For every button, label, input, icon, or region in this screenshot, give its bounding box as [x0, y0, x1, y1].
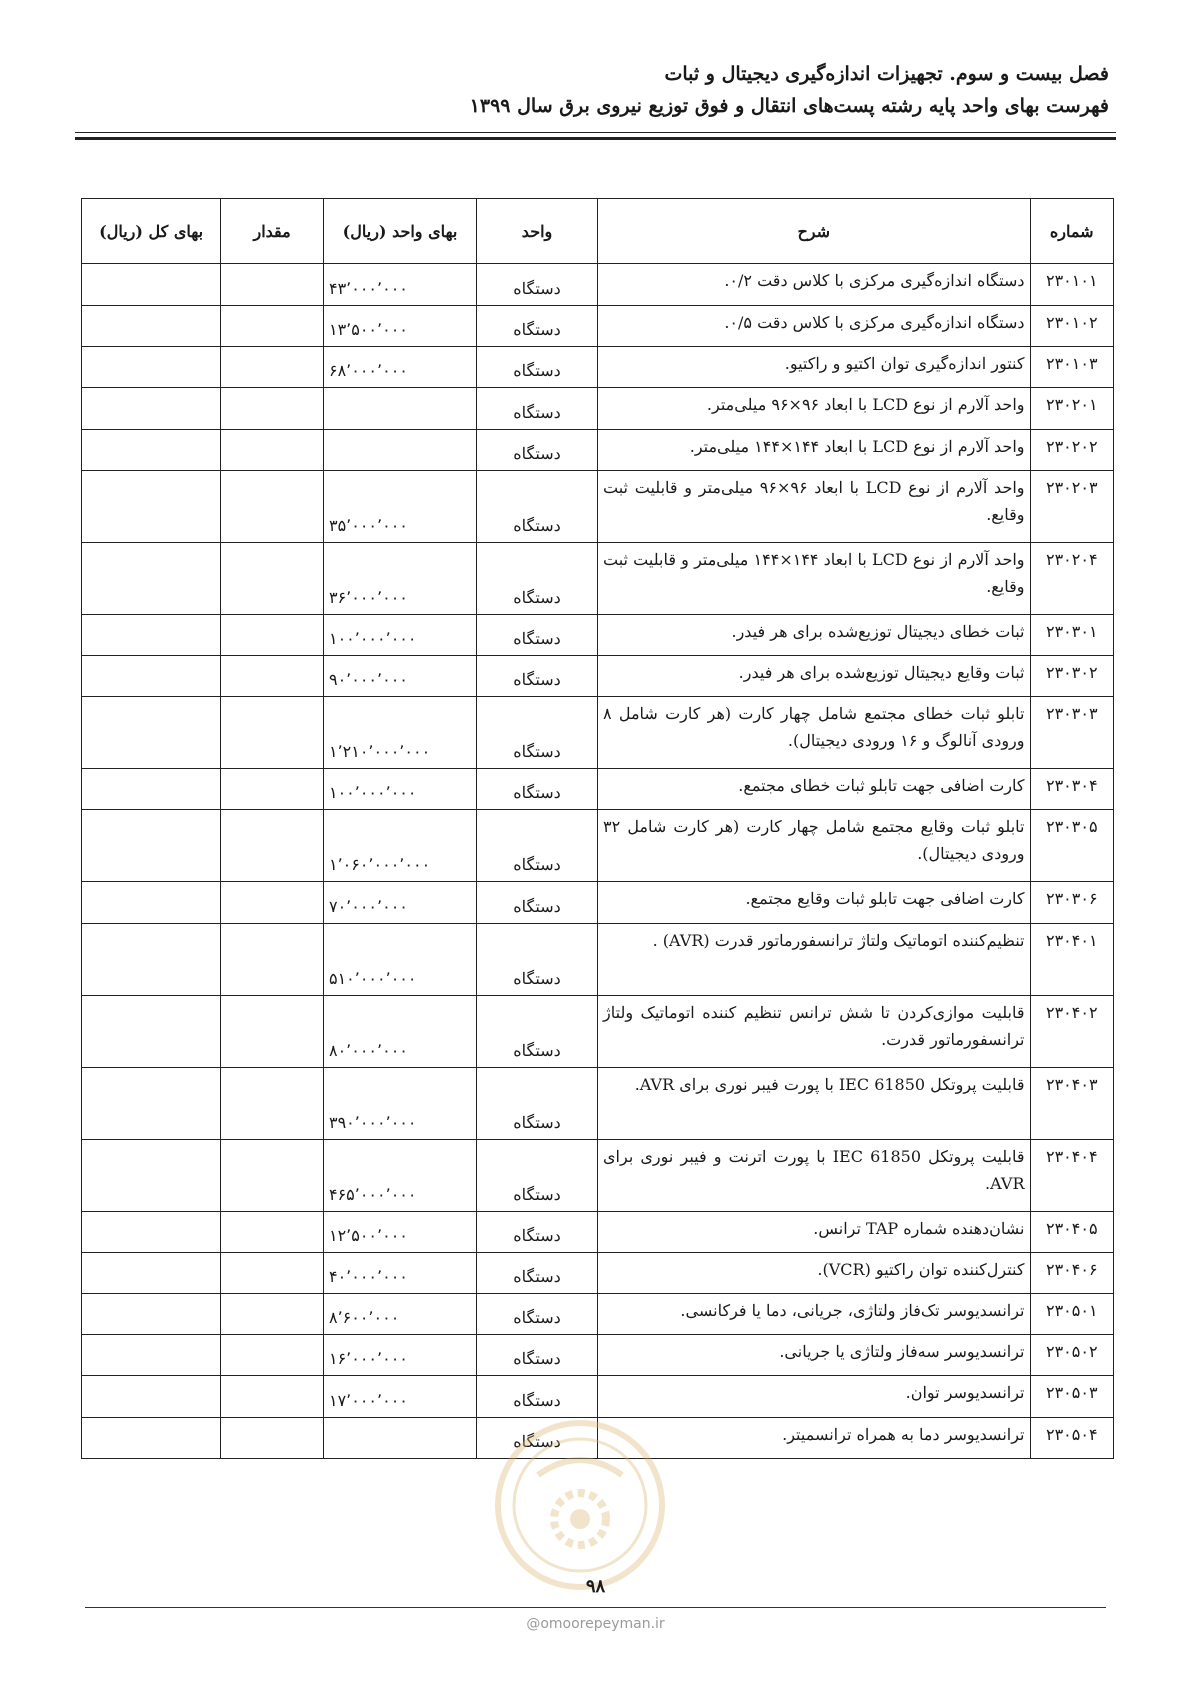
table-row — [82, 1376, 1114, 1418]
row-unit-price: ۱۶٬۰۰۰٬۰۰۰ — [323, 1335, 476, 1376]
row-quantity — [221, 1068, 324, 1140]
row-code: ۲۳۰۳۰۶ — [1030, 882, 1114, 924]
row-code: ۲۳۰۲۰۱ — [1030, 388, 1114, 430]
row-code: ۲۳۰۴۰۳ — [1030, 1068, 1114, 1140]
row-description: قابلیت پروتکل IEC 61850 با پورت اترنت و فیبر نوری برای AVR. — [598, 1140, 1030, 1212]
website-footer: @omoorepeyman.ir — [526, 1616, 665, 1632]
row-code: ۲۳۰۲۰۳ — [1030, 471, 1114, 543]
row-description: کارت اضافی جهت تابلو ثبات وقایع مجتمع. — [598, 882, 1030, 924]
row-unit: دستگاه — [477, 1335, 598, 1376]
row-quantity — [221, 1140, 324, 1212]
row-total-price — [82, 1068, 221, 1140]
table-row — [82, 347, 1114, 388]
row-unit-price: ۱٬۲۱۰٬۰۰۰٬۰۰۰ — [323, 697, 476, 769]
row-code: ۲۳۰۳۰۱ — [1030, 615, 1114, 656]
page-header — [70, 58, 1109, 122]
row-total-price — [82, 1376, 221, 1418]
row-quantity — [221, 924, 324, 996]
row-unit: دستگاه — [477, 615, 598, 656]
table-row — [82, 882, 1114, 924]
row-unit-price — [323, 1418, 476, 1459]
row-quantity — [221, 1253, 324, 1294]
row-code: ۲۳۰۲۰۲ — [1030, 430, 1114, 471]
row-description: دستگاه اندازه‌گیری مرکزی با کلاس دقت ۰/۲. — [598, 264, 1030, 306]
row-unit: دستگاه — [477, 810, 598, 882]
row-total-price — [82, 1335, 221, 1376]
row-code: ۲۳۰۴۰۱ — [1030, 924, 1114, 996]
row-unit-price: ۶۸٬۰۰۰٬۰۰۰ — [323, 347, 476, 388]
row-code: ۲۳۰۳۰۳ — [1030, 697, 1114, 769]
row-code: ۲۳۰۱۰۲ — [1030, 306, 1114, 347]
row-unit-price: ۱۲٬۵۰۰٬۰۰۰ — [323, 1212, 476, 1253]
table-row — [82, 996, 1114, 1068]
row-description: کارت اضافی جهت تابلو ثبات خطای مجتمع. — [598, 769, 1030, 810]
row-unit: دستگاه — [477, 1418, 598, 1459]
footer-rule — [85, 1607, 1106, 1608]
row-description: ترانسدیوسر تک‌فاز ولتاژی، جریانی، دما یا فرکانسی. — [598, 1294, 1030, 1335]
row-total-price — [82, 1418, 221, 1459]
row-unit-price: ۴۶۵٬۰۰۰٬۰۰۰ — [323, 1140, 476, 1212]
price-list-table — [81, 198, 1114, 1459]
row-total-price — [82, 388, 221, 430]
table-row — [82, 471, 1114, 543]
row-total-price — [82, 471, 221, 543]
row-description: ترانسدیوسر سه‌فاز ولتاژی یا جریانی. — [598, 1335, 1030, 1376]
row-code: ۲۳۰۵۰۱ — [1030, 1294, 1114, 1335]
table-row — [82, 1140, 1114, 1212]
row-unit-price: ۱۷٬۰۰۰٬۰۰۰ — [323, 1376, 476, 1418]
row-total-price — [82, 1212, 221, 1253]
row-total-price — [82, 996, 221, 1068]
row-unit-price — [323, 430, 476, 471]
table-row — [82, 1212, 1114, 1253]
row-unit: دستگاه — [477, 656, 598, 697]
col-header-quantity: مقدار — [221, 199, 324, 264]
row-total-price — [82, 615, 221, 656]
table-row — [82, 1253, 1114, 1294]
row-total-price — [82, 264, 221, 306]
col-header-unit-price: بهای واحد (ریال) — [323, 199, 476, 264]
col-header-total-price: بهای کل (ریال) — [82, 199, 221, 264]
row-unit: دستگاه — [477, 264, 598, 306]
row-unit-price: ۱۳٬۵۰۰٬۰۰۰ — [323, 306, 476, 347]
row-unit: دستگاه — [477, 924, 598, 996]
table-row — [82, 656, 1114, 697]
row-unit-price: ۱٬۰۶۰٬۰۰۰٬۰۰۰ — [323, 810, 476, 882]
row-code: ۲۳۰۴۰۵ — [1030, 1212, 1114, 1253]
row-description: واحد آلارم از نوع LCD با ابعاد ۹۶×۹۶ میلی‌متر و قابلیت ثبت وقایع. — [598, 471, 1030, 543]
table-row — [82, 615, 1114, 656]
row-description: تابلو ثبات خطای مجتمع شامل چهار کارت (هر کارت شامل ۸ ورودی آنالوگ و ۱۶ ورودی دیجیتال). — [598, 697, 1030, 769]
row-unit-price: ۳۹۰٬۰۰۰٬۰۰۰ — [323, 1068, 476, 1140]
row-quantity — [221, 347, 324, 388]
row-unit-price: ۱۰۰٬۰۰۰٬۰۰۰ — [323, 769, 476, 810]
row-quantity — [221, 430, 324, 471]
row-total-price — [82, 697, 221, 769]
row-description: نشان‌دهنده شماره TAP ترانس. — [598, 1212, 1030, 1253]
row-total-price — [82, 543, 221, 615]
row-total-price — [82, 347, 221, 388]
row-unit: دستگاه — [477, 1294, 598, 1335]
row-description: واحد آلارم از نوع LCD با ابعاد ۱۴۴×۱۴۴ میلی‌متر و قابلیت ثبت وقایع. — [598, 543, 1030, 615]
header-rule-thin — [75, 132, 1116, 133]
row-code: ۲۳۰۱۰۱ — [1030, 264, 1114, 306]
row-unit-price: ۳۶٬۰۰۰٬۰۰۰ — [323, 543, 476, 615]
list-title: فهرست بهای واحد پایه رشته پست‌های انتقال و فوق توزیع نیروی برق سال ۱۳۹۹ — [469, 95, 1109, 117]
row-unit: دستگاه — [477, 996, 598, 1068]
row-quantity — [221, 1335, 324, 1376]
row-unit: دستگاه — [477, 1140, 598, 1212]
row-unit-price: ۵۱۰٬۰۰۰٬۰۰۰ — [323, 924, 476, 996]
row-unit: دستگاه — [477, 882, 598, 924]
table-row — [82, 1335, 1114, 1376]
row-unit: دستگاه — [477, 1253, 598, 1294]
row-description: کنترل‌کننده توان راکتیو (VCR). — [598, 1253, 1030, 1294]
table-row — [82, 1068, 1114, 1140]
table-row — [82, 543, 1114, 615]
row-unit: دستگاه — [477, 306, 598, 347]
row-code: ۲۳۰۳۰۲ — [1030, 656, 1114, 697]
row-description: واحد آلارم از نوع LCD با ابعاد ۱۴۴×۱۴۴ میلی‌متر. — [598, 430, 1030, 471]
row-quantity — [221, 543, 324, 615]
row-code: ۲۳۰۴۰۲ — [1030, 996, 1114, 1068]
row-unit: دستگاه — [477, 471, 598, 543]
row-description: واحد آلارم از نوع LCD با ابعاد ۹۶×۹۶ میلی‌متر. — [598, 388, 1030, 430]
chapter-title: فصل بیست و سوم. تجهیزات اندازه‌گیری دیجیتال و ثبات — [664, 63, 1109, 85]
row-quantity — [221, 306, 324, 347]
table-row — [82, 810, 1114, 882]
table-row — [82, 306, 1114, 347]
row-quantity — [221, 471, 324, 543]
row-unit: دستگاه — [477, 1376, 598, 1418]
table-row — [82, 1294, 1114, 1335]
row-unit-price: ۸۰٬۰۰۰٬۰۰۰ — [323, 996, 476, 1068]
row-unit: دستگاه — [477, 697, 598, 769]
row-description: ثبات وقایع دیجیتال توزیع‌شده برای هر فیدر. — [598, 656, 1030, 697]
row-unit-price: ۱۰۰٬۰۰۰٬۰۰۰ — [323, 615, 476, 656]
row-unit-price: ۷۰٬۰۰۰٬۰۰۰ — [323, 882, 476, 924]
row-description: ترانسدیوسر دما به همراه ترانسمیتر. — [598, 1418, 1030, 1459]
row-description: قابلیت موازی‌کردن تا شش ترانس تنظیم کننده اتوماتیک ولتاژ ترانسفورماتور قدرت. — [598, 996, 1030, 1068]
row-total-price — [82, 656, 221, 697]
row-total-price — [82, 810, 221, 882]
row-description: کنتور اندازه‌گیری توان اکتیو و راکتیو. — [598, 347, 1030, 388]
row-unit-price: ۸٬۶۰۰٬۰۰۰ — [323, 1294, 476, 1335]
row-quantity — [221, 264, 324, 306]
row-unit: دستگاه — [477, 347, 598, 388]
row-code: ۲۳۰۵۰۳ — [1030, 1376, 1114, 1418]
row-total-price — [82, 882, 221, 924]
table-row — [82, 924, 1114, 996]
row-code: ۲۳۰۵۰۴ — [1030, 1418, 1114, 1459]
table-row — [82, 388, 1114, 430]
table-row — [82, 697, 1114, 769]
row-total-price — [82, 769, 221, 810]
row-unit: دستگاه — [477, 769, 598, 810]
row-quantity — [221, 996, 324, 1068]
row-unit-price: ۴۰٬۰۰۰٬۰۰۰ — [323, 1253, 476, 1294]
col-header-unit: واحد — [477, 199, 598, 264]
table-row — [82, 264, 1114, 306]
row-code: ۲۳۰۳۰۵ — [1030, 810, 1114, 882]
col-header-code: شماره — [1030, 199, 1114, 264]
row-total-price — [82, 1294, 221, 1335]
row-code: ۲۳۰۱۰۳ — [1030, 347, 1114, 388]
row-unit: دستگاه — [477, 430, 598, 471]
row-quantity — [221, 656, 324, 697]
row-total-price — [82, 306, 221, 347]
row-code: ۲۳۰۴۰۶ — [1030, 1253, 1114, 1294]
row-quantity — [221, 769, 324, 810]
row-quantity — [221, 1294, 324, 1335]
row-quantity — [221, 697, 324, 769]
row-total-price — [82, 1140, 221, 1212]
row-quantity — [221, 1212, 324, 1253]
row-description: ترانسدیوسر توان. — [598, 1376, 1030, 1418]
row-quantity — [221, 615, 324, 656]
table-row — [82, 769, 1114, 810]
row-description: دستگاه اندازه‌گیری مرکزی با کلاس دقت ۰/۵. — [598, 306, 1030, 347]
row-description: تنظیم‌کننده اتوماتیک ولتاژ ترانسفورماتور قدرت (AVR) . — [598, 924, 1030, 996]
row-description: قابلیت پروتکل IEC 61850 با پورت فیبر نوری برای AVR. — [598, 1068, 1030, 1140]
row-quantity — [221, 882, 324, 924]
header-rule-thick — [75, 137, 1116, 140]
row-total-price — [82, 1253, 221, 1294]
row-code: ۲۳۰۴۰۴ — [1030, 1140, 1114, 1212]
row-unit-price: ۳۵٬۰۰۰٬۰۰۰ — [323, 471, 476, 543]
page-number: ۹۸ — [585, 1576, 606, 1597]
row-quantity — [221, 810, 324, 882]
table-row — [82, 1418, 1114, 1459]
row-quantity — [221, 1418, 324, 1459]
row-quantity — [221, 388, 324, 430]
row-unit: دستگاه — [477, 1212, 598, 1253]
row-unit-price: ۴۳٬۰۰۰٬۰۰۰ — [323, 264, 476, 306]
table-row — [82, 430, 1114, 471]
row-unit: دستگاه — [477, 543, 598, 615]
row-total-price — [82, 430, 221, 471]
col-header-description: شرح — [598, 199, 1030, 264]
row-description: ثبات خطای دیجیتال توزیع‌شده برای هر فیدر. — [598, 615, 1030, 656]
row-code: ۲۳۰۲۰۴ — [1030, 543, 1114, 615]
table-header-row — [82, 199, 1114, 264]
row-unit-price: ۹۰٬۰۰۰٬۰۰۰ — [323, 656, 476, 697]
row-quantity — [221, 1376, 324, 1418]
row-total-price — [82, 924, 221, 996]
row-unit: دستگاه — [477, 388, 598, 430]
row-unit: دستگاه — [477, 1068, 598, 1140]
row-description: تابلو ثبات وقایع مجتمع شامل چهار کارت (هر کارت شامل ۳۲ ورودی دیجیتال). — [598, 810, 1030, 882]
row-unit-price — [323, 388, 476, 430]
row-code: ۲۳۰۳۰۴ — [1030, 769, 1114, 810]
row-code: ۲۳۰۵۰۲ — [1030, 1335, 1114, 1376]
